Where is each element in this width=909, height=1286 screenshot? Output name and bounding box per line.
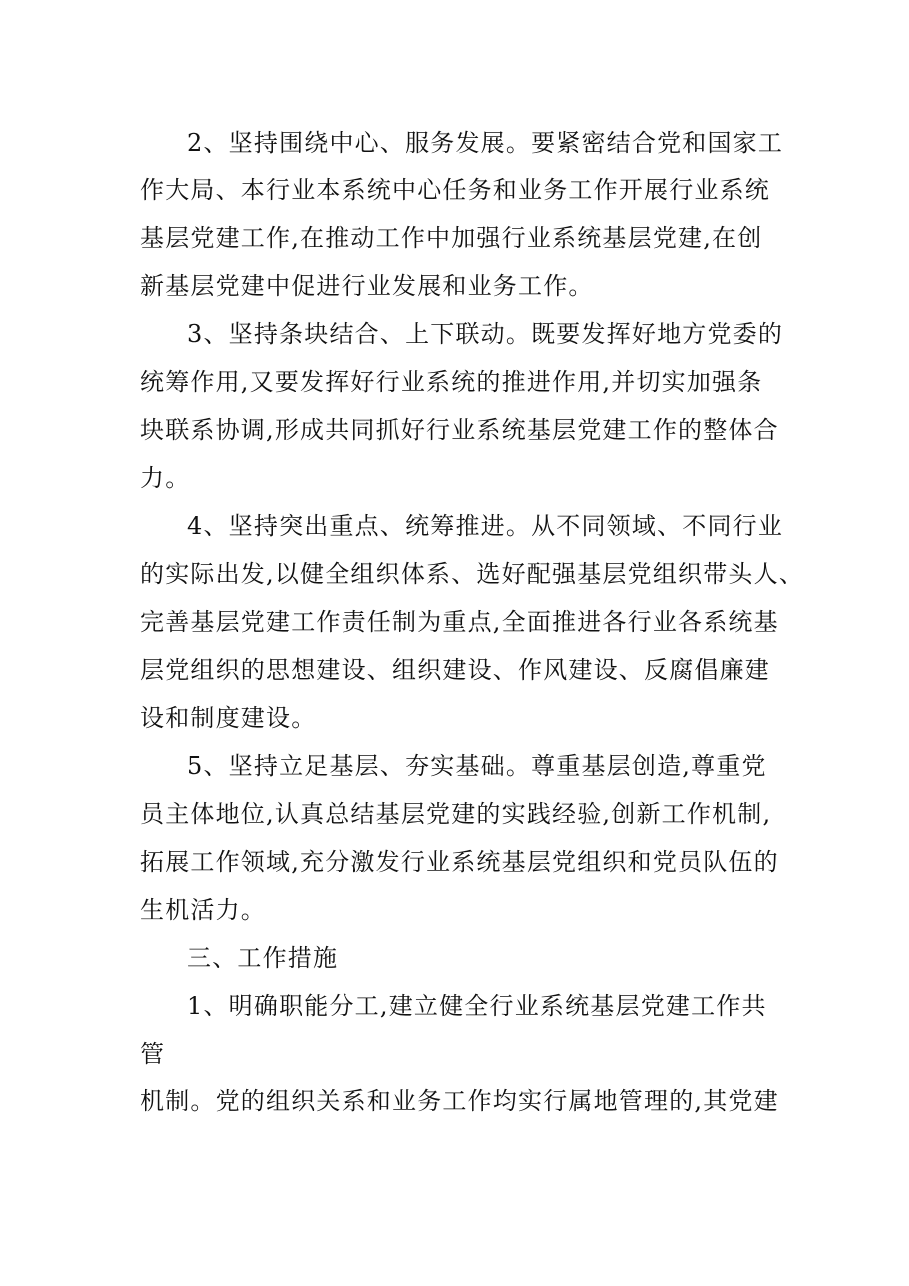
paragraph-1-line-4: 新基层党建中促进行业发展和业务工作。	[140, 272, 594, 300]
paragraph-2-line-1: 3、坚持条块结合、上下联动。既要发挥好地方党委的	[187, 320, 784, 348]
paragraph-5-line-2: 管	[140, 1040, 166, 1068]
section-heading: 三、工作措施	[187, 944, 339, 972]
paragraph-3-line-2: 的实际出发,以健全组织体系、选好配强基层党组织带头人、	[140, 560, 805, 588]
paragraph-2-line-4: 力。	[140, 464, 191, 492]
paragraph-3-line-1: 4、坚持突出重点、统筹推进。从不同领域、不同行业	[187, 512, 784, 540]
paragraph-2-line-3: 块联系协调,形成共同抓好行业系统基层党建工作的整体合	[140, 416, 779, 444]
paragraph-4-line-1: 5、坚持立足基层、夯实基础。尊重基层创造,尊重党	[187, 752, 767, 780]
paragraph-1-line-2: 作大局、本行业本系统中心任务和业务工作开展行业系统	[140, 176, 770, 204]
paragraph-3-line-3: 完善基层党建工作责任制为重点,全面推进各行业各系统基	[140, 608, 779, 636]
paragraph-3-line-5: 设和制度建设。	[140, 704, 317, 732]
paragraph-4-line-3: 拓展工作领域,充分激发行业系统基层党组织和党员队伍的	[140, 848, 779, 876]
paragraph-1-line-3: 基层党建工作,在推动工作中加强行业系统基层党建,在创	[140, 224, 763, 252]
paragraph-1-line-1: 2、坚持围绕中心、服务发展。要紧密结合党和国家工	[187, 129, 784, 157]
paragraph-4-line-4: 生机活力。	[140, 896, 266, 924]
paragraph-5-line-1: 1、明确职能分工,建立健全行业系统基层党建工作共	[187, 992, 767, 1020]
paragraph-4-line-2: 员主体地位,认真总结基层党建的实践经验,创新工作机制,	[140, 800, 772, 828]
paragraph-3-line-4: 层党组织的思想建设、组织建设、作风建设、反腐倡廉建	[140, 656, 770, 684]
paragraph-2-line-2: 统筹作用,又要发挥好行业系统的推进作用,并切实加强条	[140, 368, 763, 396]
paragraph-5-line-3: 机制。党的组织关系和业务工作均实行属地管理的,其党建	[140, 1087, 779, 1115]
